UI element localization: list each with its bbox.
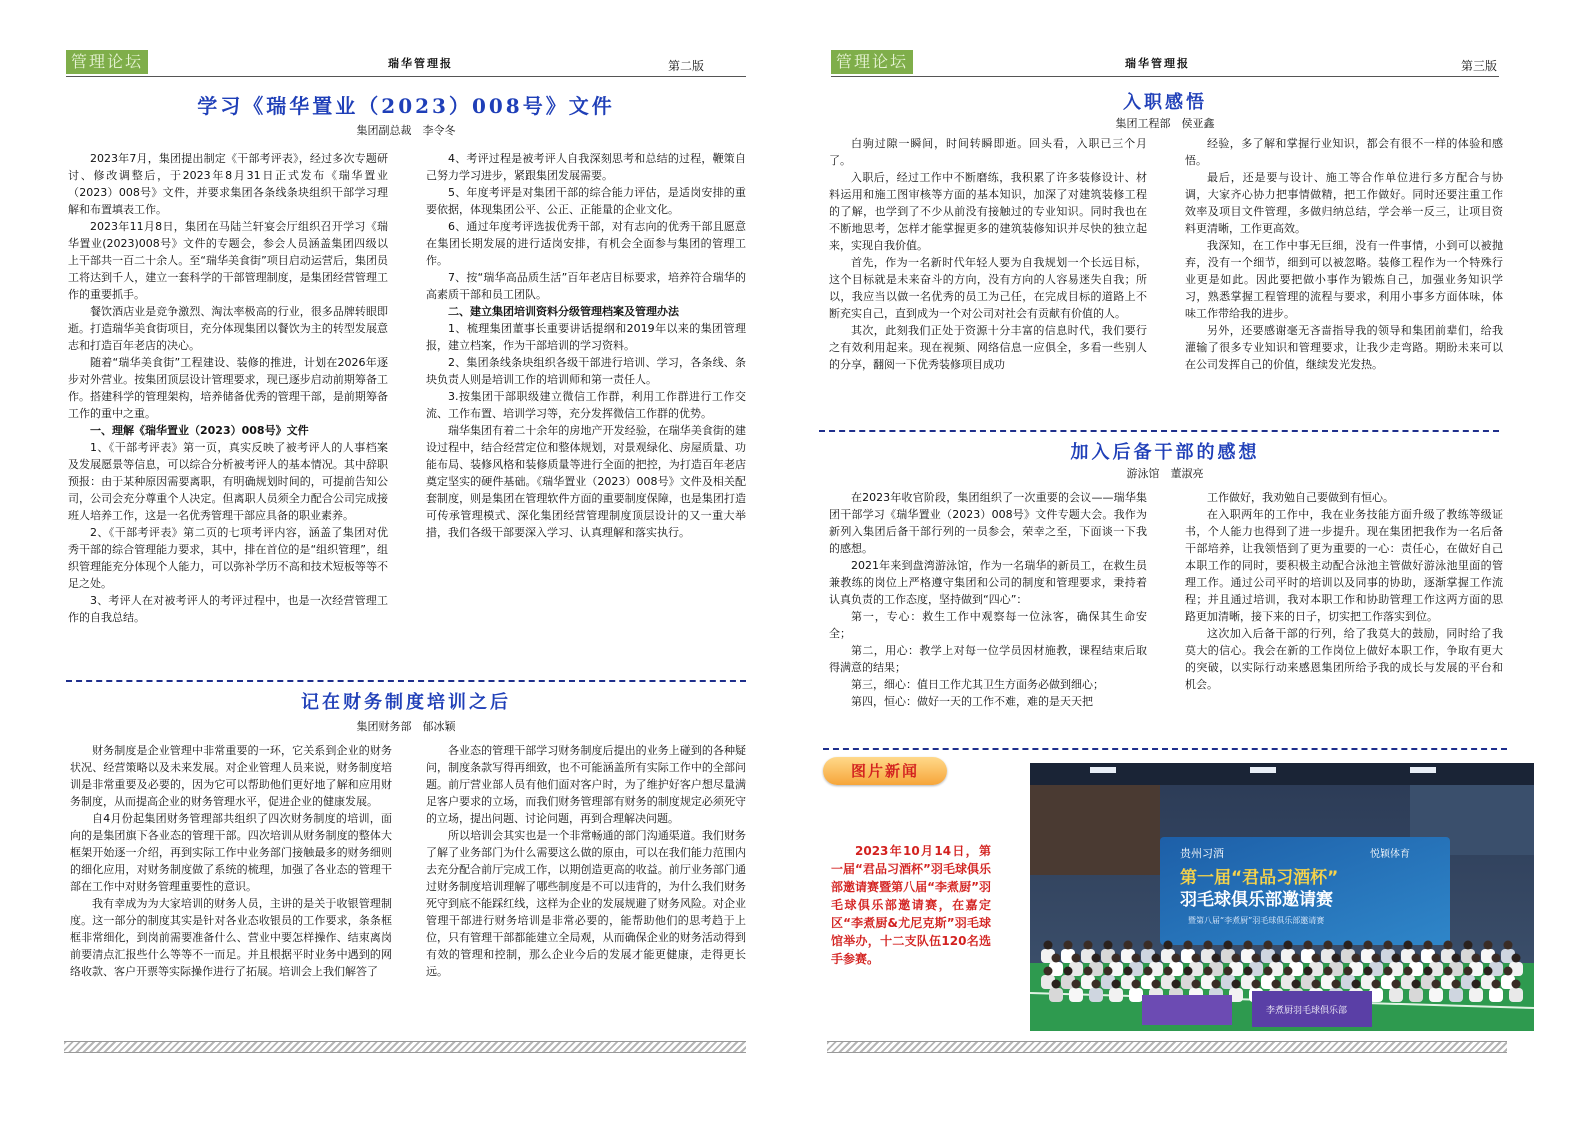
section-divider	[66, 680, 746, 682]
person-head	[1504, 967, 1513, 976]
person-head	[1404, 967, 1413, 976]
article-title: 入职感悟	[1123, 92, 1207, 113]
footer-ornament	[827, 1041, 1507, 1053]
article-title: 学习《瑞华置业（2023）008号》文件	[197, 94, 615, 118]
person-head	[1232, 954, 1241, 963]
person-head	[1412, 954, 1421, 963]
person-head	[1044, 941, 1053, 950]
photo-caption: 2023年10月14日，第一届“君品习酒杯”羽毛球俱乐部邀请赛暨第八届“李煮厨”羽毛球俱乐部邀请赛，在嘉定区“李煮厨&尤尼克斯”羽毛球馆举办，十二支队伍120名选手参赛。	[831, 844, 991, 966]
ceiling	[1030, 763, 1534, 785]
person-head	[1364, 967, 1373, 976]
person-head	[1064, 967, 1073, 976]
person-head	[1084, 967, 1093, 976]
person-head	[1312, 954, 1321, 963]
article-column-left	[70, 742, 392, 980]
person-head	[1504, 941, 1513, 950]
person-body	[1049, 988, 1063, 1002]
paragraph: 财务制度是企业管理中非常重要的一环，它关系到企业的财务状况、经营策略以及未来发展。对企业管理人员来说，财务制度培训是非常重要及必要的，因为它可以帮助他们更好地了解和应用财务制度，从而提高企业的财务管理水平，促进企业的健康发展。	[70, 744, 392, 808]
person-head	[1492, 980, 1501, 989]
person-head	[1444, 941, 1453, 950]
person-head	[1292, 954, 1301, 963]
person-head	[1332, 954, 1341, 963]
paragraph: 7、按“瑞华高品质生活”百年老店目标要求，培养符合瑞华的高素质干部和员工团队。	[426, 271, 746, 301]
person-head	[1364, 941, 1373, 950]
person-head	[1284, 967, 1293, 976]
person-body	[1109, 988, 1123, 1002]
person-head	[1212, 954, 1221, 963]
person-body	[1489, 988, 1503, 1002]
paragraph: 一、理解《瑞华置业（2023）008号》文件	[90, 424, 309, 437]
edition-label: 第二版	[668, 59, 705, 73]
person-head	[1072, 954, 1081, 963]
person-head	[1512, 954, 1521, 963]
paragraph: 在2023年收官阶段，集团组织了一次重要的会议——瑞华集团干部学习《瑞华置业（2023）008号》文件专题大会。我作为新列入集团后备干部行列的一员参会，荣幸之至，下面谈一下我的感想。	[829, 491, 1147, 555]
person-head	[1324, 967, 1333, 976]
person-head	[1104, 941, 1113, 950]
person-head	[1052, 980, 1061, 989]
header-rule	[66, 76, 746, 77]
person-body	[1389, 988, 1403, 1002]
person-head	[1332, 980, 1341, 989]
person-head	[1244, 967, 1253, 976]
paragraph: 入职后，经过工作中不断磨练，我积累了许多装修设计、材料运用和施工图审核等方面的基本知识，加深了对建筑装修工程的了解，也学到了不少从前没有接触过的专业知识。同时我也在不断地思考，怎样才能掌握更多的建筑装修知识并尽快的独立起来，实现自我价值。	[829, 171, 1147, 252]
person-head	[1244, 941, 1253, 950]
person-head	[1164, 941, 1173, 950]
person-body	[1409, 988, 1423, 1002]
person-head	[1144, 941, 1153, 950]
paragraph: 4、考评过程是被考评人自我深刻思考和总结的过程，鞭策自己努力学习进步，紧跟集团发展需要。	[426, 152, 746, 182]
article-byline: 游泳馆 董淑亮	[1126, 467, 1204, 480]
paragraph: 2023年11月8日，集团在马陆兰轩宴会厅组织召开学习《瑞华置业(2023)008号》文件的专题会，参会人员涵盖集团四级以上干部共一百二十余人。至“瑞华美食街”项目启动运营后，集团员工将达到千人，建立一套科学的干部管理制度，是集团经营管理工作的重要抓手。	[68, 220, 388, 301]
paper-name: 瑞华管理报	[388, 57, 453, 70]
person-head	[1172, 954, 1181, 963]
paper-name: 瑞华管理报	[1125, 57, 1190, 70]
person-head	[1492, 954, 1501, 963]
photo-news-tag: 图片新闻	[823, 757, 947, 785]
ceiling-light	[1410, 767, 1436, 773]
person-head	[1092, 980, 1101, 989]
header-rule	[831, 76, 1499, 77]
person-head	[1124, 941, 1133, 950]
paragraph: 另外，还要感谢毫无吝啬指导我的领导和集团前辈们，给我灌输了很多专业知识和管理要求，让我少走弯路。期盼未来可以在公司发挥自己的价值，继续发光发热。	[1185, 324, 1503, 371]
person-head	[1392, 980, 1401, 989]
person-head	[1304, 941, 1313, 950]
paragraph: 第一，专心：救生工作中观察每一位泳客，确保其生命安全；	[829, 610, 1147, 640]
section-tag: 管理论坛	[831, 50, 913, 74]
person-head	[1512, 980, 1521, 989]
paragraph: 白驹过隙一瞬间，时间转瞬即逝。回头看，入职已三个月了。	[829, 137, 1147, 167]
person-head	[1072, 980, 1081, 989]
paragraph: 我有幸成为为大家培训的财务人员，主讲的是关于收银管理制度。这一部分的制度其实是针对各业态收银员的工作要求，条条框框非常细化，到岗前需要准备什么、营业中要怎样操作、结束离岗前要清点汇报些什么等等不一而足。并且根据平时业务中遇到的网络收款、客户开票等实际操作进行了拓展。培训会上我们解答了	[70, 897, 392, 978]
article-column-left	[68, 150, 388, 626]
person-head	[1252, 954, 1261, 963]
person-head	[1464, 967, 1473, 976]
person-head	[1472, 954, 1481, 963]
paragraph: 第三，细心：值日工作尤其卫生方面务必做到细心；	[851, 678, 1104, 691]
paragraph: 2021年来到盘湾游泳馆，作为一名瑞华的新员工，在救生员兼教练的岗位上严格遵守集团和公司的制度和管理要求，秉持着认真负责的工作态度，坚持做到“四心”：	[829, 559, 1147, 606]
paragraph: 工作做好，我劝勉自己要做到有恒心。	[1207, 491, 1394, 504]
person-head	[1052, 954, 1061, 963]
person-head	[1112, 954, 1121, 963]
paragraph: 第二，用心：教学上对每一位学员因材施教，课程结束后取得满意的结果；	[829, 644, 1147, 674]
person-head	[1344, 967, 1353, 976]
paragraph: 自4月份起集团财务管理部共组织了四次财务制度的培训，面向的是集团旗下各业态的管理干部。四次培训从财务制度的整体大框架开始逐一介绍，再到实际工作中业务部门接触最多的财务细则的细化应用，对财务制度做了系统的梳理，加强了各业态的管理干部在工作中对财务管理重要性的意识。	[70, 812, 392, 893]
person-body	[1469, 988, 1483, 1002]
section-divider	[823, 748, 1507, 750]
left-page	[0, 0, 793, 1123]
person-body	[1069, 988, 1083, 1002]
person-head	[1264, 941, 1273, 950]
person-head	[1452, 980, 1461, 989]
person-head	[1204, 967, 1213, 976]
person-head	[1212, 980, 1221, 989]
paragraph: 其次，此刻我们正处于资源十分丰富的信息时代，我们要行之有效利用起来。现在视频、网络信息一应俱全，多看一些别人的分享，翻阅一下优秀装修项目成功	[829, 324, 1147, 371]
paragraph: 2023年7月，集团提出制定《干部考评表》，经过多次专题研讨、修改调整后，于2023年8月31日正式发布《瑞华置业（2023）008号》文件，并要求集团各条线条块组织干部学习理解和布置填表工作。	[68, 152, 388, 216]
paragraph: 2、集团条线条块组织各级干部进行培训、学习，各条线、条块负责人则是培训工作的培训师和第一责任人。	[426, 356, 746, 386]
person-body	[1129, 988, 1143, 1002]
person-head	[1484, 967, 1493, 976]
person-head	[1112, 980, 1121, 989]
person-head	[1324, 941, 1333, 950]
paragraph: 3、考评人在对被考评人的考评过程中，也是一次经营管理工作的自我总结。	[68, 594, 388, 624]
banner-brand-left: 贵州习酒	[1180, 847, 1224, 860]
person-head	[1044, 967, 1053, 976]
paragraph: 所以培训会其实也是一个非常畅通的部门沟通渠道。我们财务了解了业务部门为什么需要这么做的原由，可以在我们能力范围内去充分配合前厅完成工作，以期创造更高的收益。前厅业务部门通过财务制度培训理解了哪些制度是不可以违背的，为什么我们财务死守到底不能踩红线，这样为企业的发展规避了财务风险。对企业管理干部进行财务培训是非常必要的，能帮助他们的思考趋于上位，只有管理干部都能建立全局观，从而确保企业的财务活动得到有效的管理和控制，那么企业今后的发展才能更健康，走得更长远。	[426, 829, 746, 978]
person-head	[1372, 954, 1381, 963]
article-byline: 集团工程部 侯亚鑫	[1115, 117, 1215, 130]
person-head	[1164, 967, 1173, 976]
footer-ornament	[64, 1041, 746, 1053]
paragraph: 第四，恒心：做好一天的工作不难，难的是天天把	[851, 695, 1093, 708]
person-head	[1224, 941, 1233, 950]
paragraph: 经验，多了解和掌握行业知识，都会有很不一样的体验和感悟。	[1185, 137, 1503, 167]
person-head	[1484, 941, 1493, 950]
person-head	[1344, 941, 1353, 950]
person-head	[1144, 967, 1153, 976]
person-head	[1064, 941, 1073, 950]
section-tag: 管理论坛	[66, 50, 148, 74]
paragraph: 餐饮酒店业是竞争激烈、淘汰率极高的行业，很多品牌转眼即逝。打造瑞华美食街项目，充分体现集团以餐饮为主的转型发展意志和打造百年老店的决心。	[68, 305, 388, 352]
person-head	[1424, 967, 1433, 976]
person-head	[1172, 980, 1181, 989]
ceiling-light	[1250, 767, 1276, 773]
paragraph: 在入职两年的工作中，我在业务技能方面升级了教练等级证书，个人能力也得到了进一步提升。现在集团把我作为一名后备干部培养，让我领悟到了更为重要的一心：责任心，在做好自己本职工作的同时，要积极主动配合泳池主管做好游泳池里面的管理工作。通过公司平时的培训以及同事的协助，逐渐掌握工作流程；并且通过培训，我对本职工作和协助管理工作这两方面的思路更加清晰，接下来的日子，切实把工作落实到位。	[1185, 508, 1503, 623]
paragraph: 1、梳理集团董事长重要讲话提纲和2019年以来的集团管理报，建立档案，作为干部培训的学习资料。	[426, 322, 746, 352]
article-column-right	[426, 150, 746, 541]
person-head	[1272, 980, 1281, 989]
person-head	[1384, 941, 1393, 950]
banner-title-line1: 第一届“君品习酒杯”	[1180, 868, 1339, 888]
person-head	[1372, 980, 1381, 989]
article-column-right	[426, 742, 746, 980]
article-column-left	[829, 489, 1147, 710]
paragraph: 6、通过年度考评选拔优秀干部，对有志向的优秀干部且愿意在集团长期发展的进行适岗安排，有机会全面参与集团的管理工作。	[426, 220, 746, 267]
article-column-right	[1185, 135, 1503, 373]
banner-brand-right: 悦颖体育	[1370, 849, 1410, 860]
person-head	[1472, 980, 1481, 989]
article-byline: 集团财务部 郁冰颖	[356, 720, 456, 733]
person-head	[1232, 980, 1241, 989]
edition-label: 第三版	[1461, 59, 1498, 73]
person-head	[1092, 954, 1101, 963]
paragraph: 2、《干部考评表》第二页的七项考评内容，涵盖了集团对优秀干部的综合管理能力要求，其中，排在首位的是“组织管理”，组织管理能充分体现个人能力，可以弥补学历不高和技术短板等等不足之处。	[68, 526, 388, 590]
paragraph: 各业态的管理干部学习财务制度后提出的业务上碰到的各种疑问，制度条款写得再细致，也不可能涵盖所有实际工作中的全部问题。前厅营业部人员有他们面对客户时，为了维护好客户想尽量满足客户要求的立场，而我们财务管理部有财务的制度规定必须死守的立场，提出问题、讨论问题，再到合理解决问题。	[426, 744, 746, 825]
person-head	[1312, 980, 1321, 989]
article-column-right	[1185, 489, 1503, 693]
right-page	[793, 0, 1587, 1123]
person-head	[1152, 954, 1161, 963]
person-head	[1184, 941, 1193, 950]
person-head	[1132, 980, 1141, 989]
paragraph: 5、年度考评是对集团干部的综合能力评估，是适岗安排的重要依据，体现集团公平、公正、正能量的企业文化。	[426, 186, 746, 216]
paragraph: 我深知，在工作中事无巨细，没有一件事情，小到可以被抛弃，没有一个细节，细到可以被忽略。装修工程作为一个特殊行业更是如此。因此要把做小事作为锻炼自己，加强业务知识学习，熟悉掌握工程管理的流程与要求，利用小事多方面体味，体味工作带给我的进步。	[1185, 239, 1503, 320]
badminton-photo	[1030, 763, 1534, 1031]
person-head	[1304, 967, 1313, 976]
person-head	[1224, 967, 1233, 976]
person-head	[1352, 980, 1361, 989]
paragraph: 瑞华集团有着二十余年的房地产开发经验，在瑞华美食街的建设过程中，结合经营定位和整体规划，对景观绿化、房屋质量、功能布局、装修风格和装修质量等进行全面的把控，为打造百年老店奠定坚实的硬件基础。《瑞华置业（2023）008号》文件及相关配套制度，则是集团在管理软件方面的重要制度保障，也是集团打造可传承管理模式、深化集团经营管理制度顶层设计的又一重大举措，我们各级干部要深入学习、认真理解和落实执行。	[426, 424, 746, 539]
person-body	[1429, 988, 1443, 1002]
person-head	[1252, 980, 1261, 989]
article-title: 记在财务制度培训之后	[301, 692, 511, 713]
person-head	[1352, 954, 1361, 963]
person-head	[1412, 980, 1421, 989]
person-head	[1152, 980, 1161, 989]
ceiling-light	[1090, 767, 1116, 773]
paragraph: 随着“瑞华美食街”工程建设、装修的推进，计划在2026年逐步对外营业。按集团顶层设计管理要求，现已逐步启动前期筹备工作。搭建科学的管理架构，培养储备优秀的管理干部，是前期筹备工作的重中之重。	[68, 356, 388, 420]
banner-title-line2: 羽毛球俱乐部邀请赛	[1180, 890, 1333, 910]
paragraph: 二、建立集团培训资料分级管理档案及管理办法	[448, 305, 679, 318]
person-head	[1424, 941, 1433, 950]
paragraph: 这次加入后备干部的行列，给了我莫大的鼓励，同时给了我莫大的信心。我会在新的工作岗位上做好本职工作，争取有更大的突破，以实际行动来感恩集团所给予我的成长与发展的平台和机会。	[1185, 627, 1503, 691]
person-head	[1204, 941, 1213, 950]
article-column-left	[829, 135, 1147, 373]
person-head	[1432, 954, 1441, 963]
person-head	[1452, 954, 1461, 963]
person-head	[1084, 941, 1093, 950]
person-head	[1384, 967, 1393, 976]
paragraph: 1、《干部考评表》第一页，真实反映了被考评人的人事档案及发展愿景等信息，可以综合分析被考评人的基本情况。其中辞职预报：由于某种原因需要离职，有明确规划时间的，可提前告知公司，公司会充分尊重个人决定。但离职人员须全力配合公司完成接班人培养工作，这是一名优秀管理干部应具备的职业素养。	[68, 441, 388, 522]
person-head	[1272, 954, 1281, 963]
section-divider	[819, 430, 1499, 432]
person-head	[1192, 954, 1201, 963]
person-head	[1392, 954, 1401, 963]
paragraph: 首先，作为一名新时代年轻人要为自我规划一个长远目标，这个目标就是未来奋斗的方向，没有方向的人容易迷失自我；所以，我应当以做一名优秀的员工为己任，在完成目标的道路上不断充实自己，直到成为一个对公司对社会有贡献有价值的人。	[829, 256, 1147, 320]
paragraph: 3.按集团干部职级建立微信工作群，利用工作群进行工作交流、工作布置、培训学习等，充分发挥微信工作群的优势。	[426, 390, 746, 420]
person-head	[1404, 941, 1413, 950]
wall-poster	[1030, 785, 1160, 875]
person-head	[1292, 980, 1301, 989]
person-head	[1464, 941, 1473, 950]
person-head	[1264, 967, 1273, 976]
person-head	[1444, 967, 1453, 976]
person-head	[1192, 980, 1201, 989]
purple-flag	[1142, 995, 1232, 1025]
person-head	[1124, 967, 1133, 976]
person-head	[1184, 967, 1193, 976]
person-head	[1284, 941, 1293, 950]
person-body	[1509, 988, 1523, 1002]
person-head	[1432, 980, 1441, 989]
person-body	[1449, 988, 1463, 1002]
article-byline: 集团副总裁 李令冬	[356, 124, 456, 137]
person-head	[1104, 967, 1113, 976]
flag-text: 李煮厨羽毛球俱乐部	[1266, 1006, 1348, 1016]
article-title: 加入后备干部的感想	[1070, 442, 1260, 463]
person-body	[1089, 988, 1103, 1002]
paragraph: 最后，还是要与设计、施工等合作单位进行多方配合与协调，大家齐心协力把事情做精，把工作做好。同时还要注重工作效率及项目文件管理，多做归纳总结，学会举一反三，让项目资料更清晰，工作更高效。	[1185, 171, 1503, 235]
person-head	[1132, 954, 1141, 963]
banner-subtitle: 暨第八届“李煮厨”羽毛球俱乐部邀请赛	[1188, 916, 1325, 925]
